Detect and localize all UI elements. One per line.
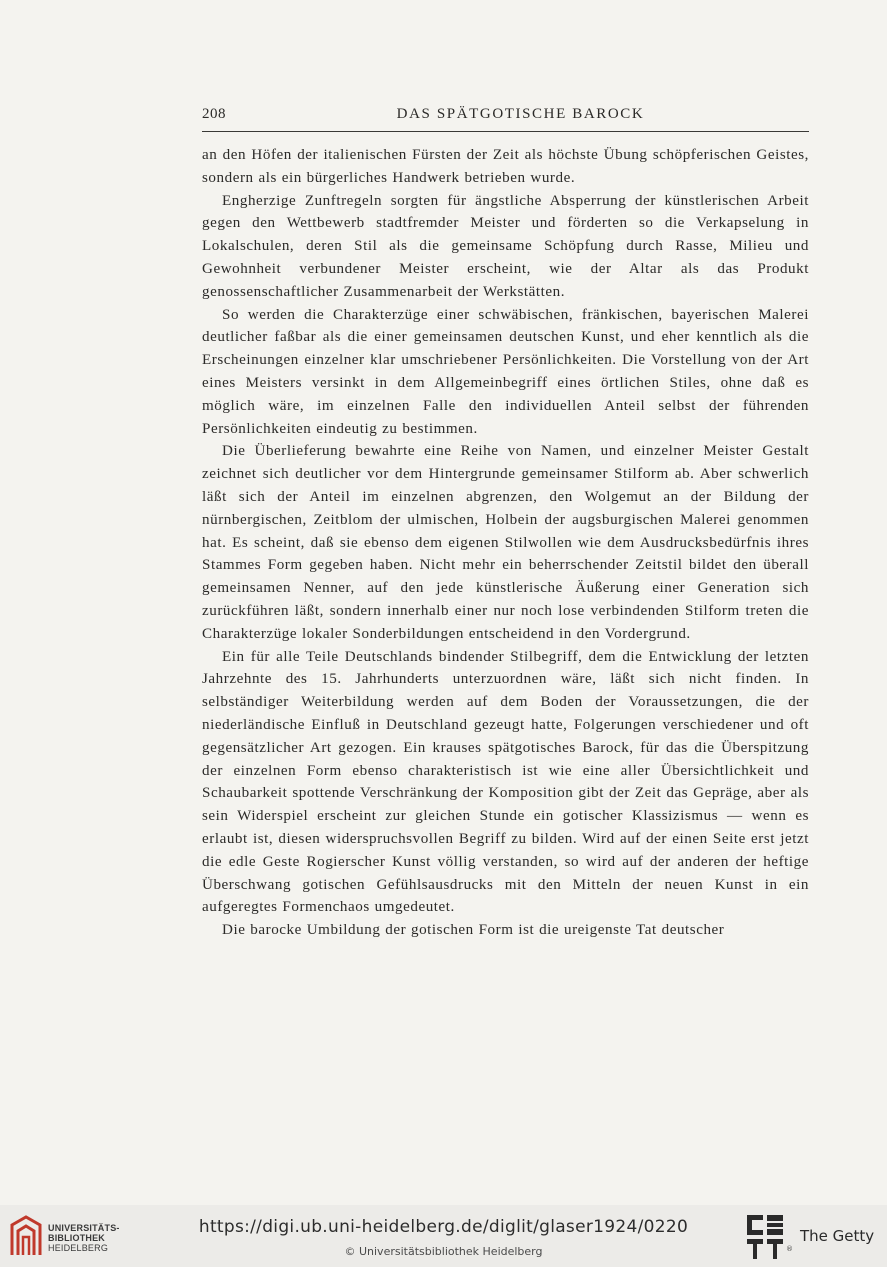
- paragraph-3: So werden die Charakterzüge einer schwäbischen, fränkischen, bayerischen Malerei deutlicher faßbar als die einer gemeinsamen deutschen Kunst, und eher kenntlich als die Erscheinungen einzelner klar umschriebener Persönlichkeiten. Die Vorstellung von der Art eines Meisters versinkt in dem Allgemeinbegriff eines örtlichen Stiles, ohne daß es möglich wäre, im einzelnen Falle den individuellen Anteil selbst der führenden Persönlichkeiten eindeutig zu bestimmen.: [202, 306, 809, 437]
- permalink-url[interactable]: https://digi.ub.uni-heidelberg.de/diglit/glaser1924/0220: [198, 1217, 689, 1237]
- paragraph-6: Die barocke Umbildung der gotischen Form ist die ureigenste Tat deutscher: [222, 922, 725, 939]
- body-text: [202, 144, 809, 942]
- library-city: HEIDELBERG: [48, 1243, 109, 1253]
- viewer-footer: [0, 1205, 887, 1267]
- registered-mark: ®: [786, 1245, 793, 1253]
- getty-logo-icon: [745, 1213, 785, 1261]
- paragraph-5: Ein für alle Teile Deutschlands bindender Stilbegriff, dem die Entwicklung der letzten Jahrzehnte des 15. Jahrhunderts unterzuordnen wäre, läßt sich nicht finden. In selbständiger Weiterbildung werden auf dem Boden der Voraussetzungen, die der niederländische Einfluß in Deutschland gezeugt hatte, Folgerungen verschiedener und oft gegensätzlicher Art gezogen. Ein krauses spätgotisches Barock, für das die Überspitzung der einzelnen Form ebenso charakteristisch ist wie eine aller Übersichtlichkeit und Schaubarkeit spottende Verschränkung der Komposition gibt der Zeit das Gepräge, aber als sein Widerspiel erscheint zur gleichen Stunde ein gotischer Klassizismus — wenn es erlaubt ist, diesen widerspruchsvollen Begriff zu bilden. Wird auf der einen Seite erst jetzt die edle Geste Rogierscher Kunst völlig verstanden, so wird auf der anderen der heftige Überschwang gotischen Gefühlsausdrucks mit den Mitteln der neuen Kunst in ein aufgeregtes Formenchaos umgedeutet.: [202, 648, 809, 916]
- getty-wordmark[interactable]: The Getty: [800, 1227, 875, 1245]
- page-header: [202, 104, 809, 130]
- header-rule: [202, 131, 809, 132]
- page-number: 208: [202, 106, 226, 122]
- running-head: DAS SPÄTGOTISCHE BAROCK: [396, 106, 645, 122]
- copyright-notice: © Universitätsbibliothek Heidelberg: [344, 1245, 543, 1258]
- paragraph-4: Die Überlieferung bewahrte eine Reihe von Namen, und einzelner Meister Gestalt zeichnet sich deutlicher vor dem Hintergrunde gemeinsamer Stilform ab. Aber schwerlich läßt sich der Anteil im einzelnen abgrenzen, den Wolgemut an der Bildung der nürnbergischen, Zeitblom der ulmischen, Holbein der augsburgischen Malerei genommen hat. Es scheint, daß sie ebenso dem eigenen Stilwollen wie dem Ausdrucksbedürfnis ihres Stammes Form gegeben haben. Nicht mehr ein beherrschender Zeitstil bildet den überall gemeinsamen Nenner, auf den jede künstlerische Äußerung einer Generation sich zurückführen läßt, sondern innerhalb einer nur noch lose verbindenden Stilform treten die Charakterzüge lokaler Sonderbildungen entscheidend in den Vordergrund.: [202, 443, 809, 642]
- library-name-line-1: UNIVERSITÄTS-: [48, 1223, 120, 1233]
- paragraph-2: Engherzige Zunftregeln sorgten für ängstliche Absperrung der künstlerischen Arbeit gegen den Wettbewerb stadtfremder Meister und förderten so die Verkapselung in Lokalschulen, deren Stil als die gemeinsame Schöpfung durch Rasse, Milieu und Gewohnheit verbundener Meister erscheint, wie der Altar als das Produkt genossenschaftlicher Zusammenarbeit der Werkstätten.: [202, 192, 809, 300]
- library-name-line-2: BIBLIOTHEK: [48, 1233, 105, 1243]
- paragraph-1: an den Höfen der italienischen Fürsten der Zeit als höchste Übung schöpferischen Geistes, sondern als ein bürgerliches Handwerk betrieben wurde.: [202, 147, 809, 186]
